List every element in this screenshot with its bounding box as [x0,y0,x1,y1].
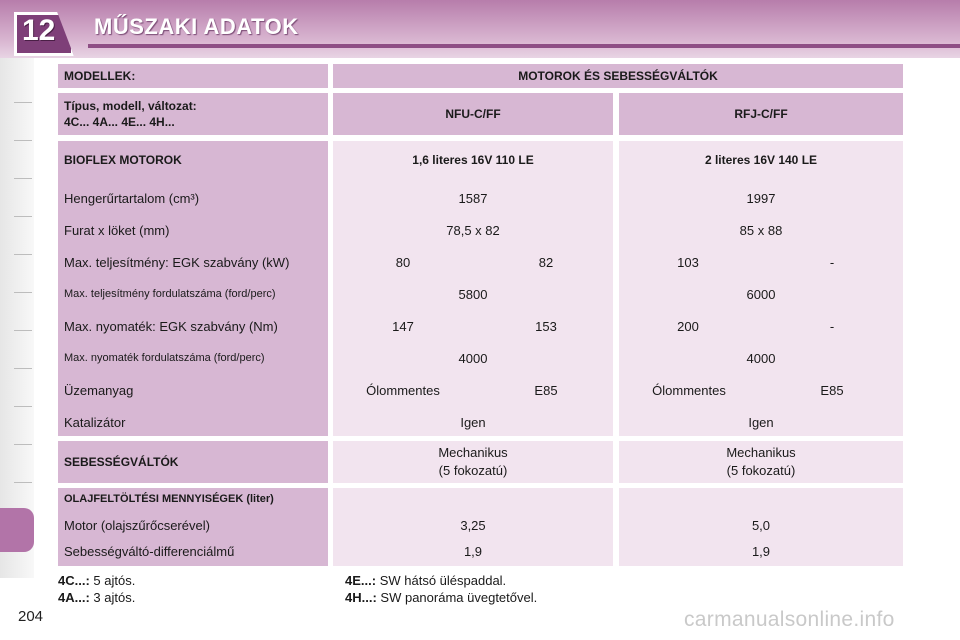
row-value: 5800 [458,286,488,302]
tab-divider [14,216,32,217]
row-label: Hengerűrtartalom (cm³) [64,190,200,206]
tab-divider [14,102,32,103]
row-value-petrol: 147 [392,318,414,334]
row-value: 85 x 88 [739,222,783,238]
row-value: 1587 [458,190,488,206]
oil-row-value: 5,0 [751,517,771,533]
footnote-code: 4A...: [58,590,90,605]
page-number: 204 [18,608,44,625]
oil-row-label: Motor (olajszűrőcserével) [64,517,210,533]
row-value: 4000 [458,350,488,366]
engine-code-1: NFU-C/FF [333,93,613,135]
gearbox-value-2 [619,441,903,483]
row-value-petrol: Ólommentes [366,382,440,398]
row-value-e85: E85 [534,382,558,398]
row-value-e85: 153 [535,318,557,334]
footnote-text: 5 ajtós. [93,573,136,588]
footnote-left [58,572,135,606]
gearbox-gears: (5 fokozatú) [438,463,508,478]
engine-name-1: 1,6 literes 16V 110 LE [412,153,534,167]
type-codes: 4C... 4A... 4E... 4H... [64,115,175,129]
footnote-item [345,572,537,589]
gearbox-type: Mechanikus [726,445,796,460]
oil-row-value: 1,9 [751,543,771,559]
row-value: 4000 [746,350,776,366]
chapter-tab-active[interactable] [0,508,34,552]
row-value-petrol: 80 [395,254,411,270]
header-divider [88,44,960,48]
tab-divider [14,254,32,255]
models-header: MODELLEK: [58,64,328,88]
row-value: 1997 [746,190,776,206]
footnote-text: SW hátsó üléspaddal. [379,573,507,588]
footnote-item [345,589,537,606]
tab-divider [14,292,32,293]
row-value-e85: E85 [820,382,844,398]
type-header [58,93,328,135]
footnote-text: 3 ajtós. [93,590,136,605]
footnote-text: SW panoráma üvegtetővel. [380,590,538,605]
row-label: Max. nyomaték: EGK szabvány (Nm) [64,318,278,334]
footnote-code: 4C...: [58,573,90,588]
row-value-petrol: 200 [677,318,699,334]
tab-divider [14,406,32,407]
type-label: Típus, modell, változat: [64,99,197,113]
oil-title: OLAJFELTÖLTÉSI MENNYISÉGEK (liter) [64,493,274,505]
tab-divider [14,482,32,483]
bioflex-title: BIOFLEX MOTOROK [64,153,182,167]
oil-row-value: 1,9 [463,543,483,559]
row-value-e85: - [829,318,835,334]
footnote-code: 4E...: [345,573,377,588]
row-label: Üzemanyag [64,382,134,398]
gearbox-value-1 [333,441,613,483]
page-title: MŰSZAKI ADATOK [94,14,299,39]
row-value: 6000 [746,286,776,302]
footnote-item [58,572,135,589]
oil-row-value: 3,25 [460,517,486,533]
row-value-e85: 82 [538,254,554,270]
row-label: Katalizátor [64,414,126,430]
tab-divider [14,178,32,179]
tab-divider [14,140,32,141]
footnote-item [58,589,135,606]
row-label: Max. teljesítmény: EGK szabvány (kW) [64,254,290,270]
row-value: Igen [748,414,774,430]
row-label: Max. nyomaték fordulatszáma (ford/perc) [64,352,265,364]
row-label: Max. teljesítmény fordulatszáma (ford/perc) [64,288,276,300]
row-value-petrol: Ólommentes [652,382,726,398]
row-value: Igen [460,414,486,430]
gearbox-type: Mechanikus [438,445,508,460]
footnote-right [345,572,537,606]
footnote-code: 4H...: [345,590,377,605]
oil-row-label: Sebességváltó-differenciálmű [64,543,235,559]
row-value-e85: - [829,254,835,270]
row-label: Furat x löket (mm) [64,222,170,238]
engines-header: MOTOROK ÉS SEBESSÉGVÁLTÓK [333,64,903,88]
tab-divider [14,330,32,331]
row-value-petrol: 103 [677,254,699,270]
tab-divider [14,368,32,369]
engine-code-2: RFJ-C/FF [619,93,903,135]
gearbox-gears: (5 fokozatú) [726,463,796,478]
chapter-number: 12 [22,14,56,47]
row-value: 78,5 x 82 [446,222,500,238]
watermark: carmanualsonline.info [684,608,895,631]
engine-name-2: 2 literes 16V 140 LE [704,153,818,167]
gearbox-label: SEBESSÉGVÁLTÓK [58,441,328,483]
tab-divider [14,444,32,445]
chapter-tab-strip [0,58,34,578]
